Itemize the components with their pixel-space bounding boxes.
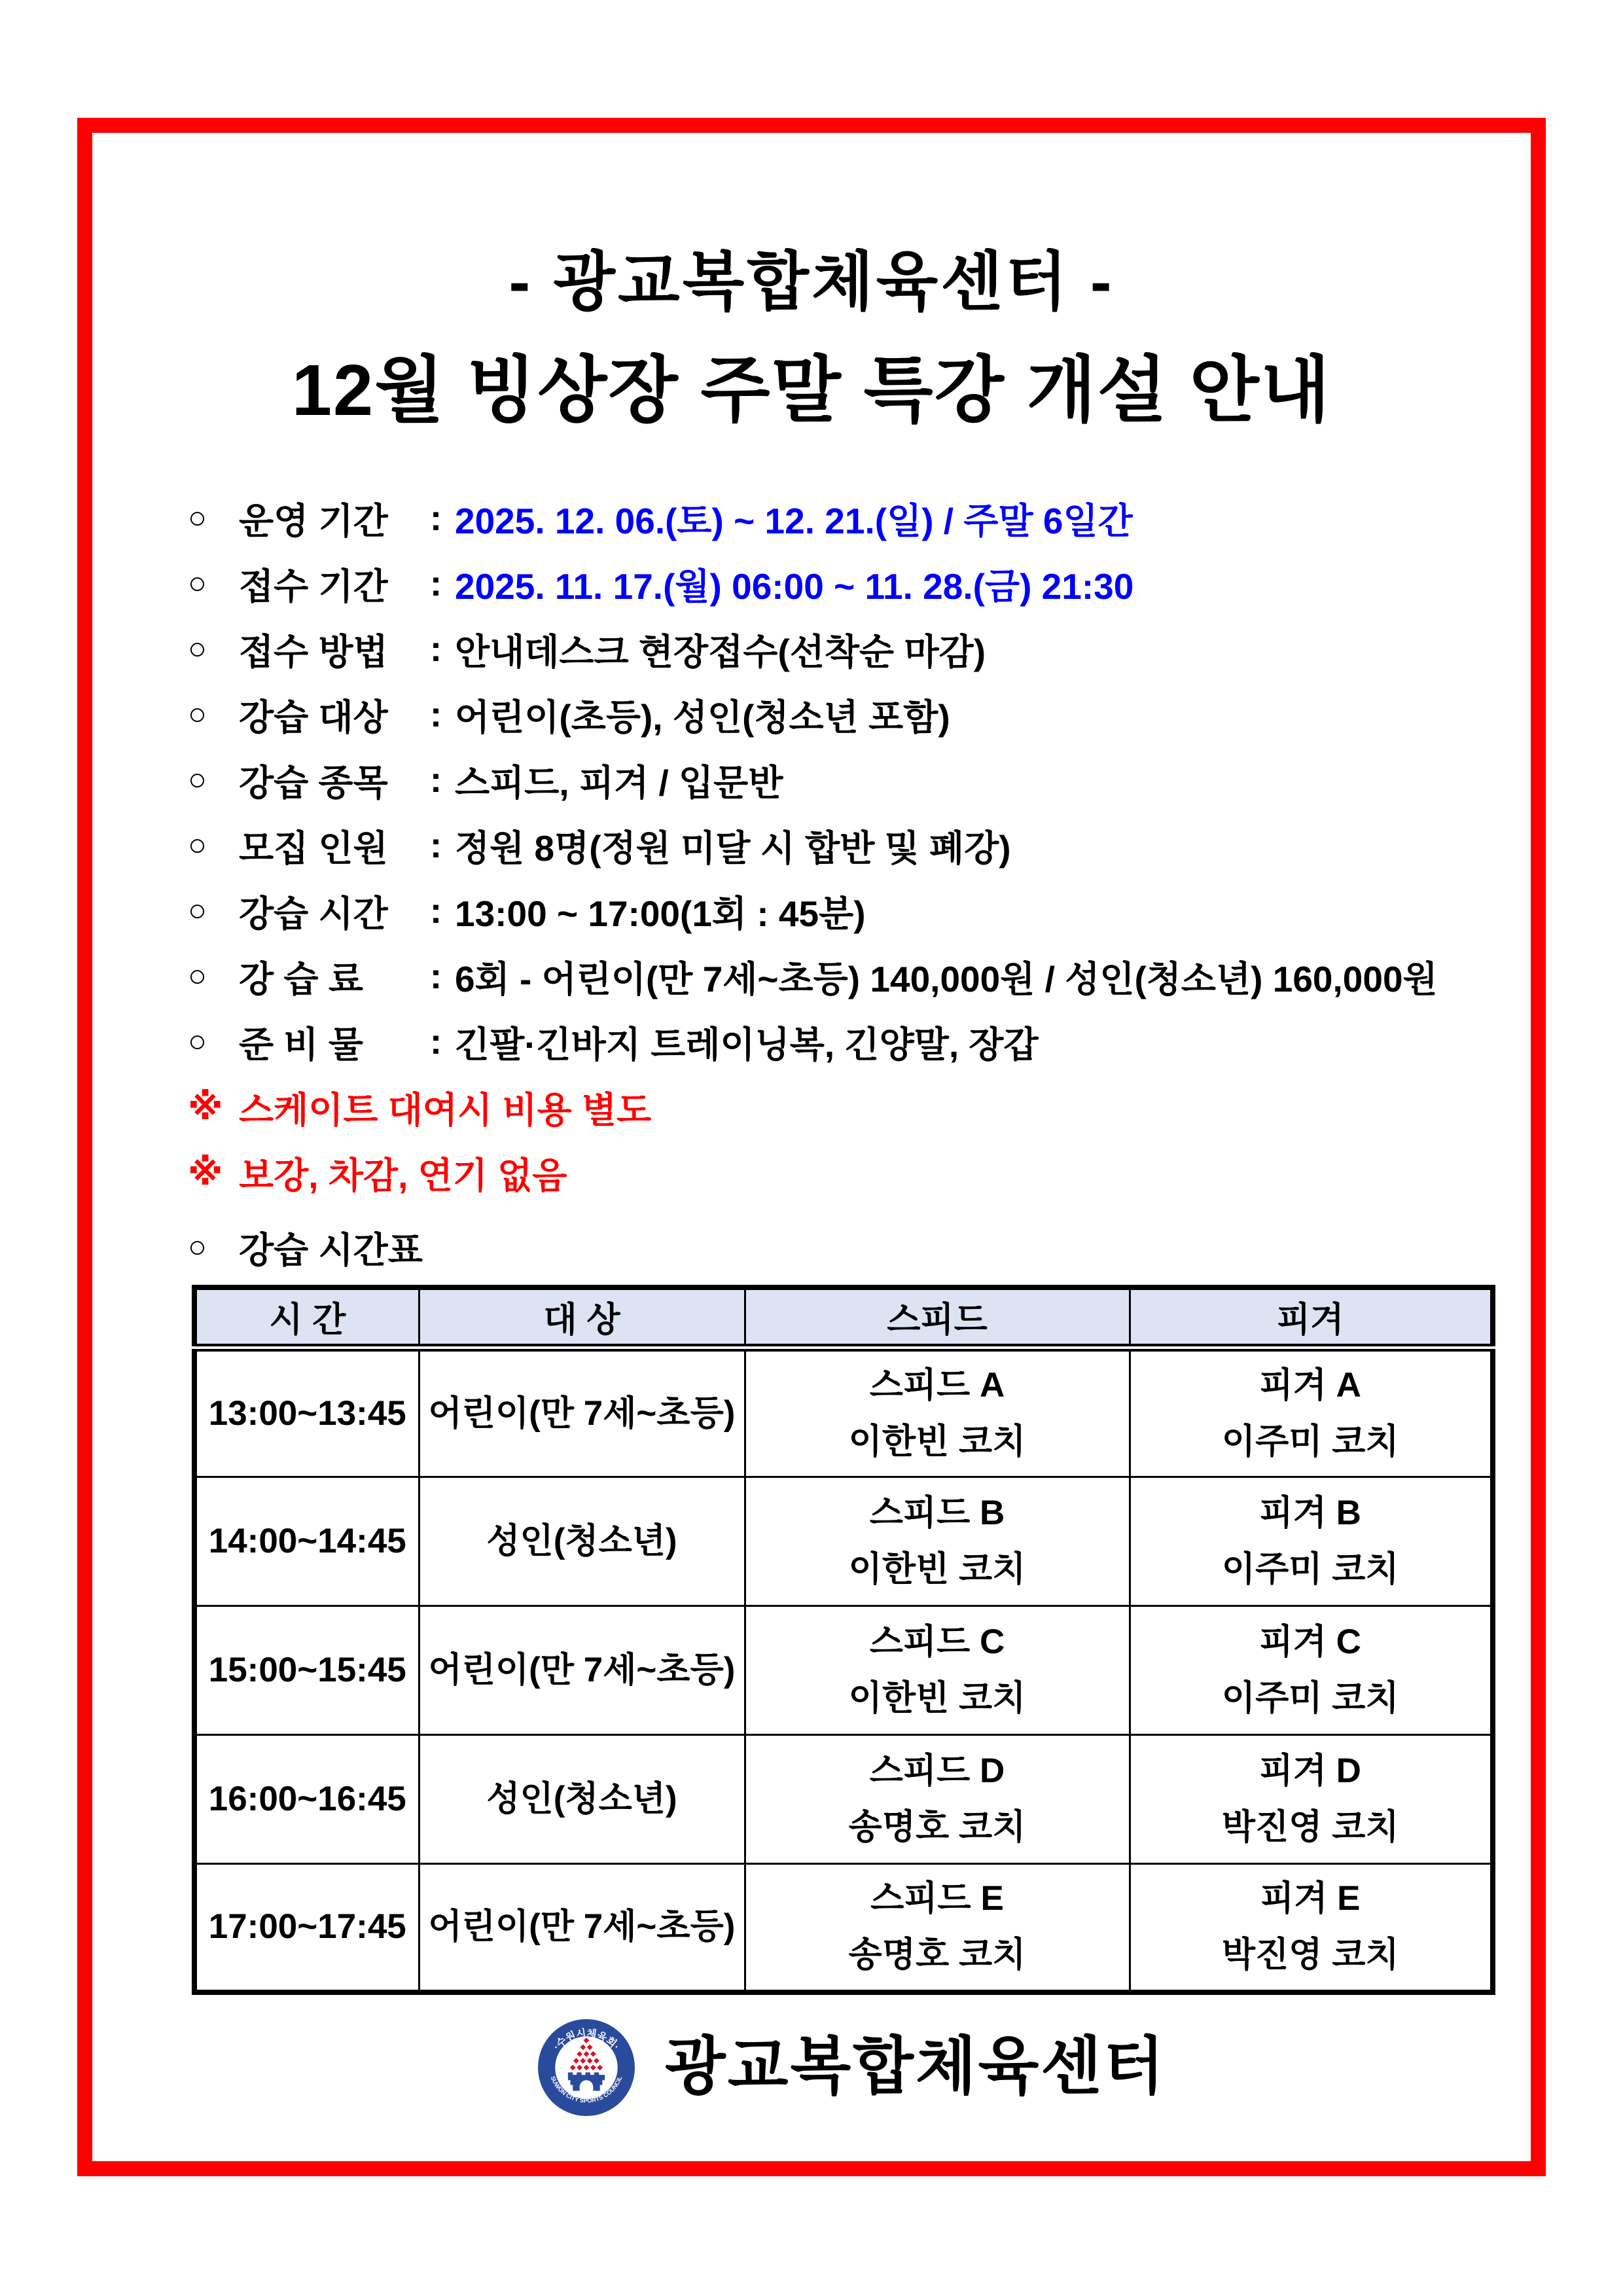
table-row <box>194 1348 1493 1477</box>
bullet-value: 2025. 11. 17.(월) 06:00 ~ 11. 28.(금) 21:30 <box>455 565 1134 607</box>
bullet-separator: : <box>429 694 442 734</box>
schedule-table <box>192 1285 1495 1995</box>
bullet-label: 접수 방법 <box>239 631 388 672</box>
logo-english-ring-text: SUWON CITY SPORTS COUNCIL <box>549 2075 624 2104</box>
page-title-org: - 광교복합체육센터 - <box>508 245 1115 317</box>
cell-speed <box>745 1477 1130 1605</box>
cell-speed <box>745 1863 1130 1992</box>
bullet-label: 모집 인원 <box>239 827 388 869</box>
bullet-value: 긴팔·긴바지 트레이닝복, 긴양말, 장갑 <box>455 1024 1039 1065</box>
class-name: 스피드 E <box>870 1879 1004 1918</box>
cell-speed <box>745 1348 1130 1477</box>
cell-time: 13:00~13:45 <box>194 1348 419 1477</box>
bullet-separator: : <box>429 825 442 865</box>
note-skate-rental <box>188 1074 1537 1139</box>
note-text: 보강, 차감, 연기 없음 <box>239 1155 567 1196</box>
bullet-value: 13:00 ~ 17:00(1회 : 45분) <box>455 893 866 934</box>
circle-bullet-icon: ○ <box>188 958 207 994</box>
note-no-makeup <box>188 1139 1537 1205</box>
schedule-table-label <box>188 1214 1537 1280</box>
circle-bullet-icon: ○ <box>188 1024 207 1059</box>
bullet-value: 6회 - 어린이(만 7세~초등) 140,000원 / 성인(청소년) 160,000원 <box>455 958 1438 999</box>
circle-bullet-icon: ○ <box>188 827 207 863</box>
bullet-separator: : <box>429 563 442 603</box>
coach-name: 이주미 코치 <box>1221 1422 1399 1461</box>
bullet-label: 강 습 료 <box>239 958 363 999</box>
cell-figure <box>1130 1734 1493 1863</box>
bullet-separator: : <box>429 628 442 669</box>
cell-target: 어린이(만 7세~초등) <box>419 1605 745 1734</box>
cell-speed <box>745 1605 1130 1734</box>
bullet-label: 준 비 물 <box>239 1024 363 1065</box>
bullet-list <box>188 485 1537 1280</box>
page-title-main: 12월 빙상장 주말 특강 개설 안내 <box>291 350 1332 431</box>
cell-target: 성인(청소년) <box>419 1734 745 1863</box>
footer-org-name: 광교복합체육센터 <box>665 2032 1166 2102</box>
coach-name: 이한빈 코치 <box>848 1678 1026 1717</box>
bullet-item-operation-period <box>188 485 1537 550</box>
coach-name: 이한빈 코치 <box>848 1549 1026 1588</box>
bullet-value: 정원 8명(정원 미달 시 합반 및 폐강) <box>455 827 1011 869</box>
bullet-item-supplies <box>188 1009 1537 1074</box>
logo-korean-ring-text: ·수원시체육회· <box>551 2028 622 2053</box>
bullet-separator: : <box>429 497 442 538</box>
coach-name: 박진영 코치 <box>1221 1935 1399 1975</box>
column-header-time: 시 간 <box>194 1287 419 1348</box>
class-name: 스피드 D <box>869 1751 1005 1790</box>
cell-time: 17:00~17:45 <box>194 1863 419 1992</box>
bullet-label: 강습 대상 <box>239 696 388 738</box>
coach-name: 이한빈 코치 <box>848 1422 1026 1461</box>
bullet-item-time <box>188 878 1537 943</box>
class-name: 스피드 C <box>869 1622 1005 1661</box>
bullet-separator: : <box>429 956 442 996</box>
column-header-figure: 피겨 <box>1130 1287 1493 1348</box>
cell-target: 성인(청소년) <box>419 1477 745 1605</box>
coach-name: 송명호 코치 <box>848 1935 1026 1975</box>
circle-bullet-icon: ○ <box>188 1229 207 1265</box>
circle-bullet-icon: ○ <box>188 565 207 601</box>
circle-bullet-icon: ○ <box>188 762 207 797</box>
circle-bullet-icon: ○ <box>188 631 207 666</box>
cell-target: 어린이(만 7세~초등) <box>419 1348 745 1477</box>
class-name: 피겨 E <box>1260 1879 1361 1918</box>
reference-mark-icon: ※ <box>188 1152 223 1193</box>
circle-bullet-icon: ○ <box>188 893 207 928</box>
table-row <box>194 1605 1493 1734</box>
coach-name: 이주미 코치 <box>1221 1678 1399 1717</box>
bullet-separator: : <box>429 1021 442 1062</box>
coach-name: 송명호 코치 <box>848 1807 1026 1846</box>
class-name: 피겨 A <box>1259 1365 1361 1405</box>
bullet-label: 강습 종목 <box>239 762 388 803</box>
schedule-header-row <box>194 1287 1493 1348</box>
table-row <box>194 1734 1493 1863</box>
bullet-item-fee <box>188 943 1537 1009</box>
cell-time: 16:00~16:45 <box>194 1734 419 1863</box>
reference-mark-icon: ※ <box>188 1086 223 1127</box>
cell-target: 어린이(만 7세~초등) <box>419 1863 745 1992</box>
cell-figure <box>1130 1477 1493 1605</box>
class-name: 피겨 B <box>1259 1493 1361 1532</box>
bullet-label: 운영 기간 <box>239 500 388 541</box>
bullet-item-events <box>188 747 1537 812</box>
bullet-item-registration-period <box>188 550 1537 616</box>
column-header-target: 대 상 <box>419 1287 745 1348</box>
circle-bullet-icon: ○ <box>188 696 207 732</box>
table-row <box>194 1863 1493 1992</box>
cell-speed <box>745 1734 1130 1863</box>
bullet-label: 강습 시간 <box>239 893 388 934</box>
cell-time: 15:00~15:45 <box>194 1605 419 1734</box>
coach-name: 이주미 코치 <box>1221 1549 1399 1588</box>
schedule-label-text: 강습 시간표 <box>239 1229 423 1270</box>
class-name: 피겨 D <box>1259 1751 1361 1790</box>
coach-name: 박진영 코치 <box>1221 1807 1399 1846</box>
bullet-value: 안내데스크 현장접수(선착순 마감) <box>455 631 986 672</box>
bullet-separator: : <box>429 759 442 800</box>
suwon-sports-council-logo <box>538 2019 635 2116</box>
class-name: 스피드 B <box>869 1493 1005 1532</box>
bullet-item-registration-method <box>188 616 1537 681</box>
cell-figure <box>1130 1348 1493 1477</box>
cell-figure <box>1130 1863 1493 1992</box>
circle-bullet-icon: ○ <box>188 500 207 535</box>
bullet-label: 접수 기간 <box>239 565 388 607</box>
bullet-item-target <box>188 681 1537 747</box>
bullet-value: 2025. 12. 06.(토) ~ 12. 21.(일) / 주말 6일간 <box>455 500 1133 541</box>
note-text: 스케이트 대여시 비용 별도 <box>239 1089 652 1130</box>
class-name: 스피드 A <box>869 1365 1005 1405</box>
column-header-speed: 스피드 <box>745 1287 1130 1348</box>
class-name: 피겨 C <box>1259 1622 1361 1661</box>
bullet-value: 어린이(초등), 성인(청소년 포함) <box>455 696 950 738</box>
bullet-value: 스피드, 피겨 / 입문반 <box>455 762 783 803</box>
cell-time: 14:00~14:45 <box>194 1477 419 1605</box>
bullet-item-capacity <box>188 812 1537 878</box>
table-row <box>194 1477 1493 1605</box>
cell-figure <box>1130 1605 1493 1734</box>
bullet-separator: : <box>429 890 442 931</box>
